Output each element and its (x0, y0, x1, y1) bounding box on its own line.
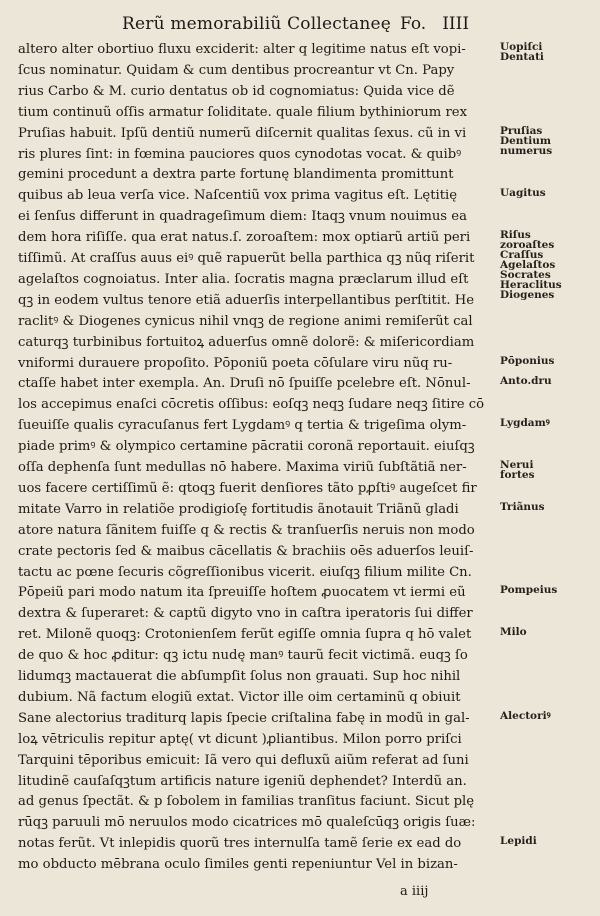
text-line: caturqꝫ turbinibus fortuitoꝝ aduerſus omnẽ dolorẽ: & miſericordiam (18, 334, 475, 350)
text-line: tactu ac pœne ſecuris cõgreſſionibus vicerit. eiuſqꝫ filium milite Cn. (18, 564, 472, 580)
margin-note: Anto.dru (500, 375, 552, 388)
text-line: oſſa dephenſa ſunt medullas nō habere. Maxima viriũ ſubſtãtiã ner- (18, 460, 467, 475)
text-line: ſueuiſſe qualis cyracuſanus fert Lygdamꝰ q tertia & trigeſima olym- (18, 418, 467, 434)
text-line: de quo & hoc ꝓditur: qꝫ ictu nudę manꝰ taurũ fecit victimã. euqꝫ ſo (18, 648, 468, 664)
text-line: mitate Varro in relatiõe prodigioſę fortitudis ãnotauit Triãnũ gladi (18, 501, 459, 517)
text-line: ad genus ſpectãt. & p ſobolem in familias tranſitus faciunt. Sicut plę (18, 794, 475, 810)
text-line: agelaſtos cognoiatus. Inter alia. ſocratis magna præclarum illud eſt (18, 271, 469, 287)
text-line: lidumqꝫ mactauerat die abſumpſit ſolus non grauati. Sup hoc nihil (18, 669, 461, 684)
margin-note: Triãnus (500, 500, 545, 513)
text-line: uos facere certiſſimũ ẽ: qtoqꝫ fuerit denſiores tãto pꝓſtiꝰ augeſcet fir (18, 480, 477, 496)
margin-note: Milo (500, 626, 527, 639)
text-line: tium continuũ oſſis armatur ſoliditate. quale filium bythiniorum rex (18, 104, 468, 120)
text-line: quibus ab leua verſa vice. Naſcentiũ vox prima vagitus eſt. Lętitię (18, 188, 458, 204)
margin-note: Pruſias Dentium numerus (500, 124, 553, 157)
margin-note: Uagitus (500, 187, 546, 200)
text-line: atore natura ſãnitem fuiſſe q & rectis & tranſuerſis neruis non modo (18, 522, 475, 538)
margin-note: Lygdamꝰ (500, 417, 550, 430)
margin-note: Uopiſci Dentati (500, 41, 544, 63)
margin-note: Nerui fortes (500, 459, 535, 481)
text-line: Tarquini tēporibus emicuit: Iã vero qui defluxũ aiũm referat ad ſuni (18, 752, 469, 768)
text-line: ctaſſe habet inter exempla. An. Druſi nō ſpuiſſe pcelebre eſt. Nōnul- (18, 376, 471, 392)
text-line: Pōpeiũ pari modo natum ita ſpreuiſſe hoſtem ꝓuocatem vt iermi eũ (18, 585, 466, 601)
text-line: loꝝ vētriculis repitur aptę( vt dicunt )ꝓliantibus. Milon porro priſci (18, 731, 462, 747)
text-line: dextra & ſuperaret: & captũ digyto vno in caſtra iperatoris ſui differ (18, 606, 473, 622)
text-line: crate pectoris ſed & maibus cācellatis & brachiis oēs aduerſos leuiſ- (18, 543, 474, 559)
margin-note: Riſus zoroaſtes Craſſus Agelaſtos Socrates Heraclitus Diogenes (500, 229, 562, 302)
text-line: Sane alectorius traditurq lapis ſpecie criſtalina fabę in modũ in gal- (18, 710, 470, 726)
margin-note: Pompeius (500, 584, 558, 597)
text-line: notas ferũt. Vt inlepidis quorũ tres internulſa tamẽ ſerie ex ead do (18, 836, 462, 852)
folio-number: IIII (442, 14, 470, 34)
text-line: ris plures ſint: in fœmina pauciores quos cynodotas vocat. & quibꝰ (18, 146, 462, 162)
page-header (0, 14, 600, 38)
signature-mark: a iiij (400, 884, 429, 899)
margin-note: Pōponius (500, 354, 555, 367)
folio (400, 14, 469, 34)
margin-note: Alectoriꝰ (500, 709, 551, 722)
running-head: Rerũ memorabiliũ Collectaneę (122, 14, 392, 34)
text-line: rius Carbo & M. curio dentatus ob id cognomiatus: Quida vice dẽ (18, 83, 455, 99)
text-line: litudinẽ cauſaſqꝫtum artificis nature igeniũ dephendet? Interdũ an. (18, 773, 467, 789)
text-line: qꝫ in eodem vultus tenore etiã aduerſis interpellantibus perſtitit. He (18, 292, 475, 308)
text-line: tiſſimũ. At craſſus auus eiꝰ quẽ rapuerũt bella parthica qꝫ nũq riſerit (18, 251, 475, 266)
text-line: ret. Milonẽ quoqꝫ: Crotonienſem ferũt egiſſe omnia ſupra q hō valet (18, 627, 472, 643)
text-line: dem hora riſiſſe. qua erat natus.ſ. zoroaſtem: mox optiarũ artiũ peri (18, 230, 471, 246)
text-line: altero alter obortiuo fluxu exciderit: alter q legitime natus eſt vopi- (18, 42, 466, 57)
text-line: mo obducto mēbrana oculo ſimiles genti repeniuntur Vel in bizan- (18, 857, 458, 873)
text-line: los accepimus enaſci cōcretis oſſibus: eoſqꝫ neqꝫ ſudare neqꝫ ſitire cō (18, 397, 485, 413)
text-line: raclitꝰ & Diogenes cynicus nihil vnqꝫ de regione animi remiſerũt cal (18, 313, 473, 329)
text-line: ei ſenſus differunt in quadrageſimum diem: Itaqꝫ vnum nouimus ea (18, 209, 467, 225)
text-line: gemini procedunt a dextra parte fortunę blandimenta promittunt (18, 167, 454, 183)
text-line: vniformi durauere propoſito. Pōponiũ poeta cōſulare viru nũq ru- (18, 355, 453, 371)
text-line: piade primꝰ & olympico certamine pācratii coronã reportauit. eiuſqꝫ (18, 439, 475, 455)
margin-note: Lepidi (500, 835, 537, 848)
folio-label: Fo. (400, 14, 427, 34)
text-line: rūqꝫ paruuli mō neruulos modo cicatrices mō qualeſcūqꝫ origis ſuæ: (18, 815, 476, 831)
text-line: ſcus nominatur. Quidam & cum dentibus procreantur vt Cn. Papy (18, 62, 455, 78)
text-line: dubium. Nã factum elogiũ extat. Victor ille oim certaminũ q obiuit (18, 689, 461, 705)
text-line: Pruſias habuit. Ipſũ dentiũ numerũ diſcernit qualitas ſexus. cũ in vi (18, 125, 467, 141)
